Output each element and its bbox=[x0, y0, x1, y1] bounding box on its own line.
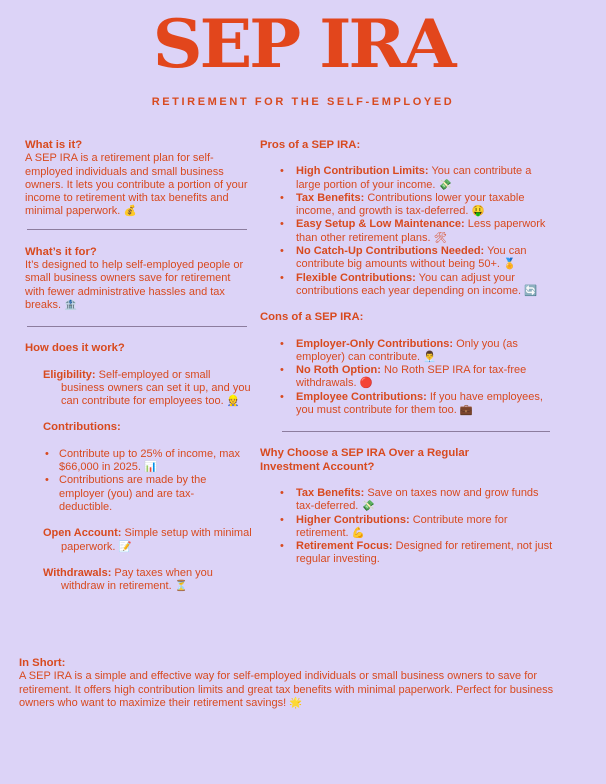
page-title: SEP IRA bbox=[152, 5, 454, 83]
in-short-heading: In Short: bbox=[19, 657, 66, 669]
worker-icon: 👷 bbox=[226, 395, 240, 408]
bar-chart-icon: 📊 bbox=[144, 461, 158, 474]
list-item: • Tax Benefits: Save on taxes now and grow funds tax-deferred. 💸 bbox=[260, 487, 556, 514]
money-wings-icon: 💸 bbox=[438, 178, 452, 191]
what-is-it-text: A SEP IRA is a retirement plan for self-employed individuals and small business owners. It lets you contribute a portion of your income to retirement with tax benefits and minimal paperwork. 💰 bbox=[25, 152, 248, 218]
money-bag-icon: 💰 bbox=[123, 205, 137, 218]
in-short-section bbox=[19, 657, 589, 710]
left-column bbox=[25, 139, 253, 593]
tools-icon: 🛠 bbox=[433, 231, 447, 244]
eligibility-item: Eligibility: Self-employed or small business owners can set it up, and you can contribute for employees too. 👷 bbox=[43, 368, 251, 408]
list-item: • Contributions are made by the employer (you) and are tax-deductible. bbox=[43, 474, 243, 514]
list-item: • Easy Setup & Low Maintenance: Less paperwork than other retirement plans. 🛠 bbox=[260, 218, 556, 245]
memo-icon: 📝 bbox=[118, 540, 132, 553]
why-list bbox=[260, 487, 556, 567]
list-item: • Tax Benefits: Contributions lower your taxable income, and growth is tax-deferred. 🤑 bbox=[260, 192, 556, 219]
in-short-text: A SEP IRA is a simple and effective way for self-employed individuals or small business owners to save for retirement. It offers high contribution limits and great tax benefits with minimal paperwork. Perfect for business owners who want to maximize their retirement savings! 🌟 bbox=[19, 670, 554, 709]
why-heading: Why Choose a SEP IRA Over a Regular Investment Account? bbox=[260, 447, 470, 473]
right-column bbox=[260, 139, 560, 567]
list-item: • Flexible Contributions: You can adjust your contributions each year depending on income. 🔄 bbox=[260, 272, 556, 299]
list-item: • Employee Contributions: If you have employees, you must contribute for them too. 💼 bbox=[260, 391, 556, 418]
open-account-item: Open Account: Simple setup with minimal paperwork. 📝 bbox=[43, 527, 252, 553]
refresh-icon: 🔄 bbox=[524, 284, 538, 297]
divider bbox=[27, 229, 247, 230]
list-item: • Contribute up to 25% of income, max $66,000 in 2025. 📊 bbox=[43, 448, 243, 475]
what-for-text: It’s designed to help self-employed people or small business owners save for retirement with fewer administrative hassles and tax breaks. 🏦 bbox=[25, 259, 244, 311]
list-item: • Employer-Only Contributions: Only you (as employer) can contribute. 👨‍💼 bbox=[260, 338, 556, 365]
list-item: • Higher Contributions: Contribute more for retirement. 💪 bbox=[260, 514, 556, 541]
how-it-works-section bbox=[25, 342, 253, 593]
why-section bbox=[260, 447, 560, 566]
hourglass-icon: ⏳ bbox=[174, 580, 188, 593]
what-is-it-section bbox=[25, 139, 253, 219]
cons-heading: Cons of a SEP IRA: bbox=[260, 311, 364, 324]
red-circle-icon: 🔴 bbox=[359, 377, 373, 390]
bank-icon: 🏦 bbox=[64, 298, 78, 311]
contributions-heading: Contributions: bbox=[43, 421, 121, 434]
how-it-works-heading: How does it work? bbox=[25, 342, 125, 355]
cons-section bbox=[260, 311, 560, 417]
page-subtitle: RETIREMENT FOR THE SELF-EMPLOYED bbox=[151, 96, 455, 108]
list-item: • No Roth Option: No Roth SEP IRA for tax-free withdrawals. 🔴 bbox=[260, 364, 556, 391]
what-for-section bbox=[25, 246, 253, 312]
money-face-icon: 🤑 bbox=[471, 205, 485, 218]
withdrawals-item: Withdrawals: Pay taxes when you withdraw in retirement. ⏳ bbox=[43, 566, 213, 593]
flexed-biceps-icon: 💪 bbox=[351, 526, 365, 539]
pros-section bbox=[260, 139, 560, 298]
business-person-icon: 👨‍💼 bbox=[423, 350, 437, 363]
list-item: • No Catch-Up Contributions Needed: You can contribute big amounts without being 50+. 🏅 bbox=[260, 245, 556, 272]
what-for-heading: What’s it for? bbox=[25, 245, 97, 258]
divider bbox=[282, 431, 550, 432]
list-item: • Retirement Focus: Designed for retirement, not just regular investing. bbox=[260, 540, 556, 567]
what-is-it-heading: What is it? bbox=[25, 139, 83, 151]
money-wings-icon: 💸 bbox=[361, 500, 375, 513]
star-icon: 🌟 bbox=[289, 696, 303, 709]
cons-list bbox=[260, 338, 556, 418]
pros-list bbox=[260, 165, 556, 298]
divider bbox=[27, 326, 247, 327]
pros-heading: Pros of a SEP IRA: bbox=[260, 139, 361, 151]
medal-icon: 🏅 bbox=[503, 258, 517, 271]
list-item: • High Contribution Limits: You can contribute a large portion of your income. 💸 bbox=[260, 165, 556, 192]
briefcase-icon: 💼 bbox=[459, 404, 473, 417]
contributions-list bbox=[43, 448, 243, 514]
